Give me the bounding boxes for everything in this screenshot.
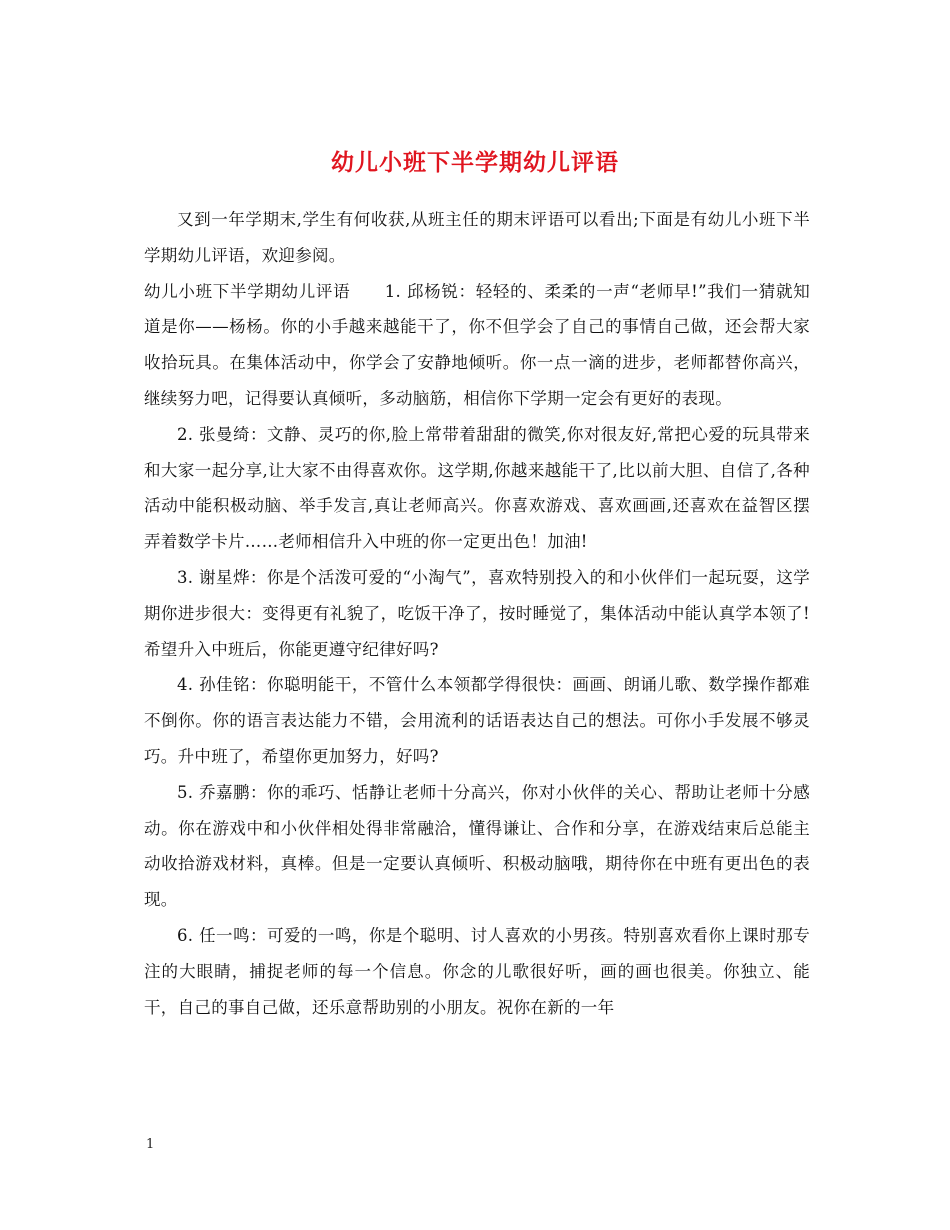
- intro-paragraph: 又到一年学期末,学生有何收获,从班主任的期末评语可以看出;下面是有幼儿小班下半学期幼儿评语，欢迎参阅。: [144, 210, 810, 265]
- page-number: 1: [146, 1137, 155, 1152]
- comment-paragraph-3: 3. 谢星烨：你是个活泼可爱的“小淘气”，喜欢特别投入的和小伙伴们一起玩耍，这学期你进步很大：变得更有礼貌了，吃饭干净了，按时睡觉了，集体活动中能认真学本领了!希望升入中班后，你能更遵守纪律好吗?: [144, 567, 810, 659]
- document-body: [144, 202, 810, 1025]
- comment-paragraph-5: 5. 乔嘉鹏：你的乖巧、恬静让老师十分高兴，你对小伙伴的关心、帮助让老师十分感动。你在游戏中和小伙伴相处得非常融洽，懂得谦让、合作和分享，在游戏结束后总能主动收拾游戏材料，真棒。但是一定要认真倾听、积极动脑哦，期待你在中班有更出色的表现。: [144, 782, 810, 910]
- page-title: 幼儿小班下半学期幼儿评语: [331, 149, 619, 177]
- comment-paragraph-4: 4. 孙佳铭：你聪明能干，不管什么本领都学得很快：画画、朗诵儿歌、数学操作都难不倒你。你的语言表达能力不错，会用流利的话语表达自己的想法。可你小手发展不够灵巧。升中班了，希望你更加努力，好吗?: [144, 675, 810, 766]
- comment-paragraph-2: 2. 张曼绮：文静、灵巧的你,脸上常带着甜甜的微笑,你对很友好,常把心爱的玩具带来和大家一起分享,让大家不由得喜欢你。这学期,你越来越能干了,比以前大胆、自信了,各种活动中能积极动脑、举手发言,真让老师高兴。你喜欢游戏、喜欢画画,还喜欢在益智区摆弄着数学卡片……老师相信升入中班的你一定更出色！加油!: [144, 424, 810, 552]
- comment-paragraph-6: 6. 任一鸣：可爱的一鸣，你是个聪明、讨人喜欢的小男孩。特别喜欢看你上课时那专注的大眼睛，捕捉老师的每一个信息。你念的儿歌很好听，画的画也很美。你独立、能干，自己的事自己做，还乐意帮助别的小朋友。祝你在新的一年: [144, 925, 810, 1017]
- comment-paragraph-1: 幼儿小班下半学期幼儿评语 1. 邱杨锐：轻轻的、柔柔的一声“老师早!”我们一猜就知道是你——杨杨。你的小手越来越能干了，你不但学会了自己的事情自己做，还会帮大家收拾玩具。在集体活动中，你学会了安静地倾听。你一点一滴的进步，老师都替你高兴，继续努力吧，记得要认真倾听，多动脑筋，相信你下学期一定会有更好的表现。: [144, 281, 810, 408]
